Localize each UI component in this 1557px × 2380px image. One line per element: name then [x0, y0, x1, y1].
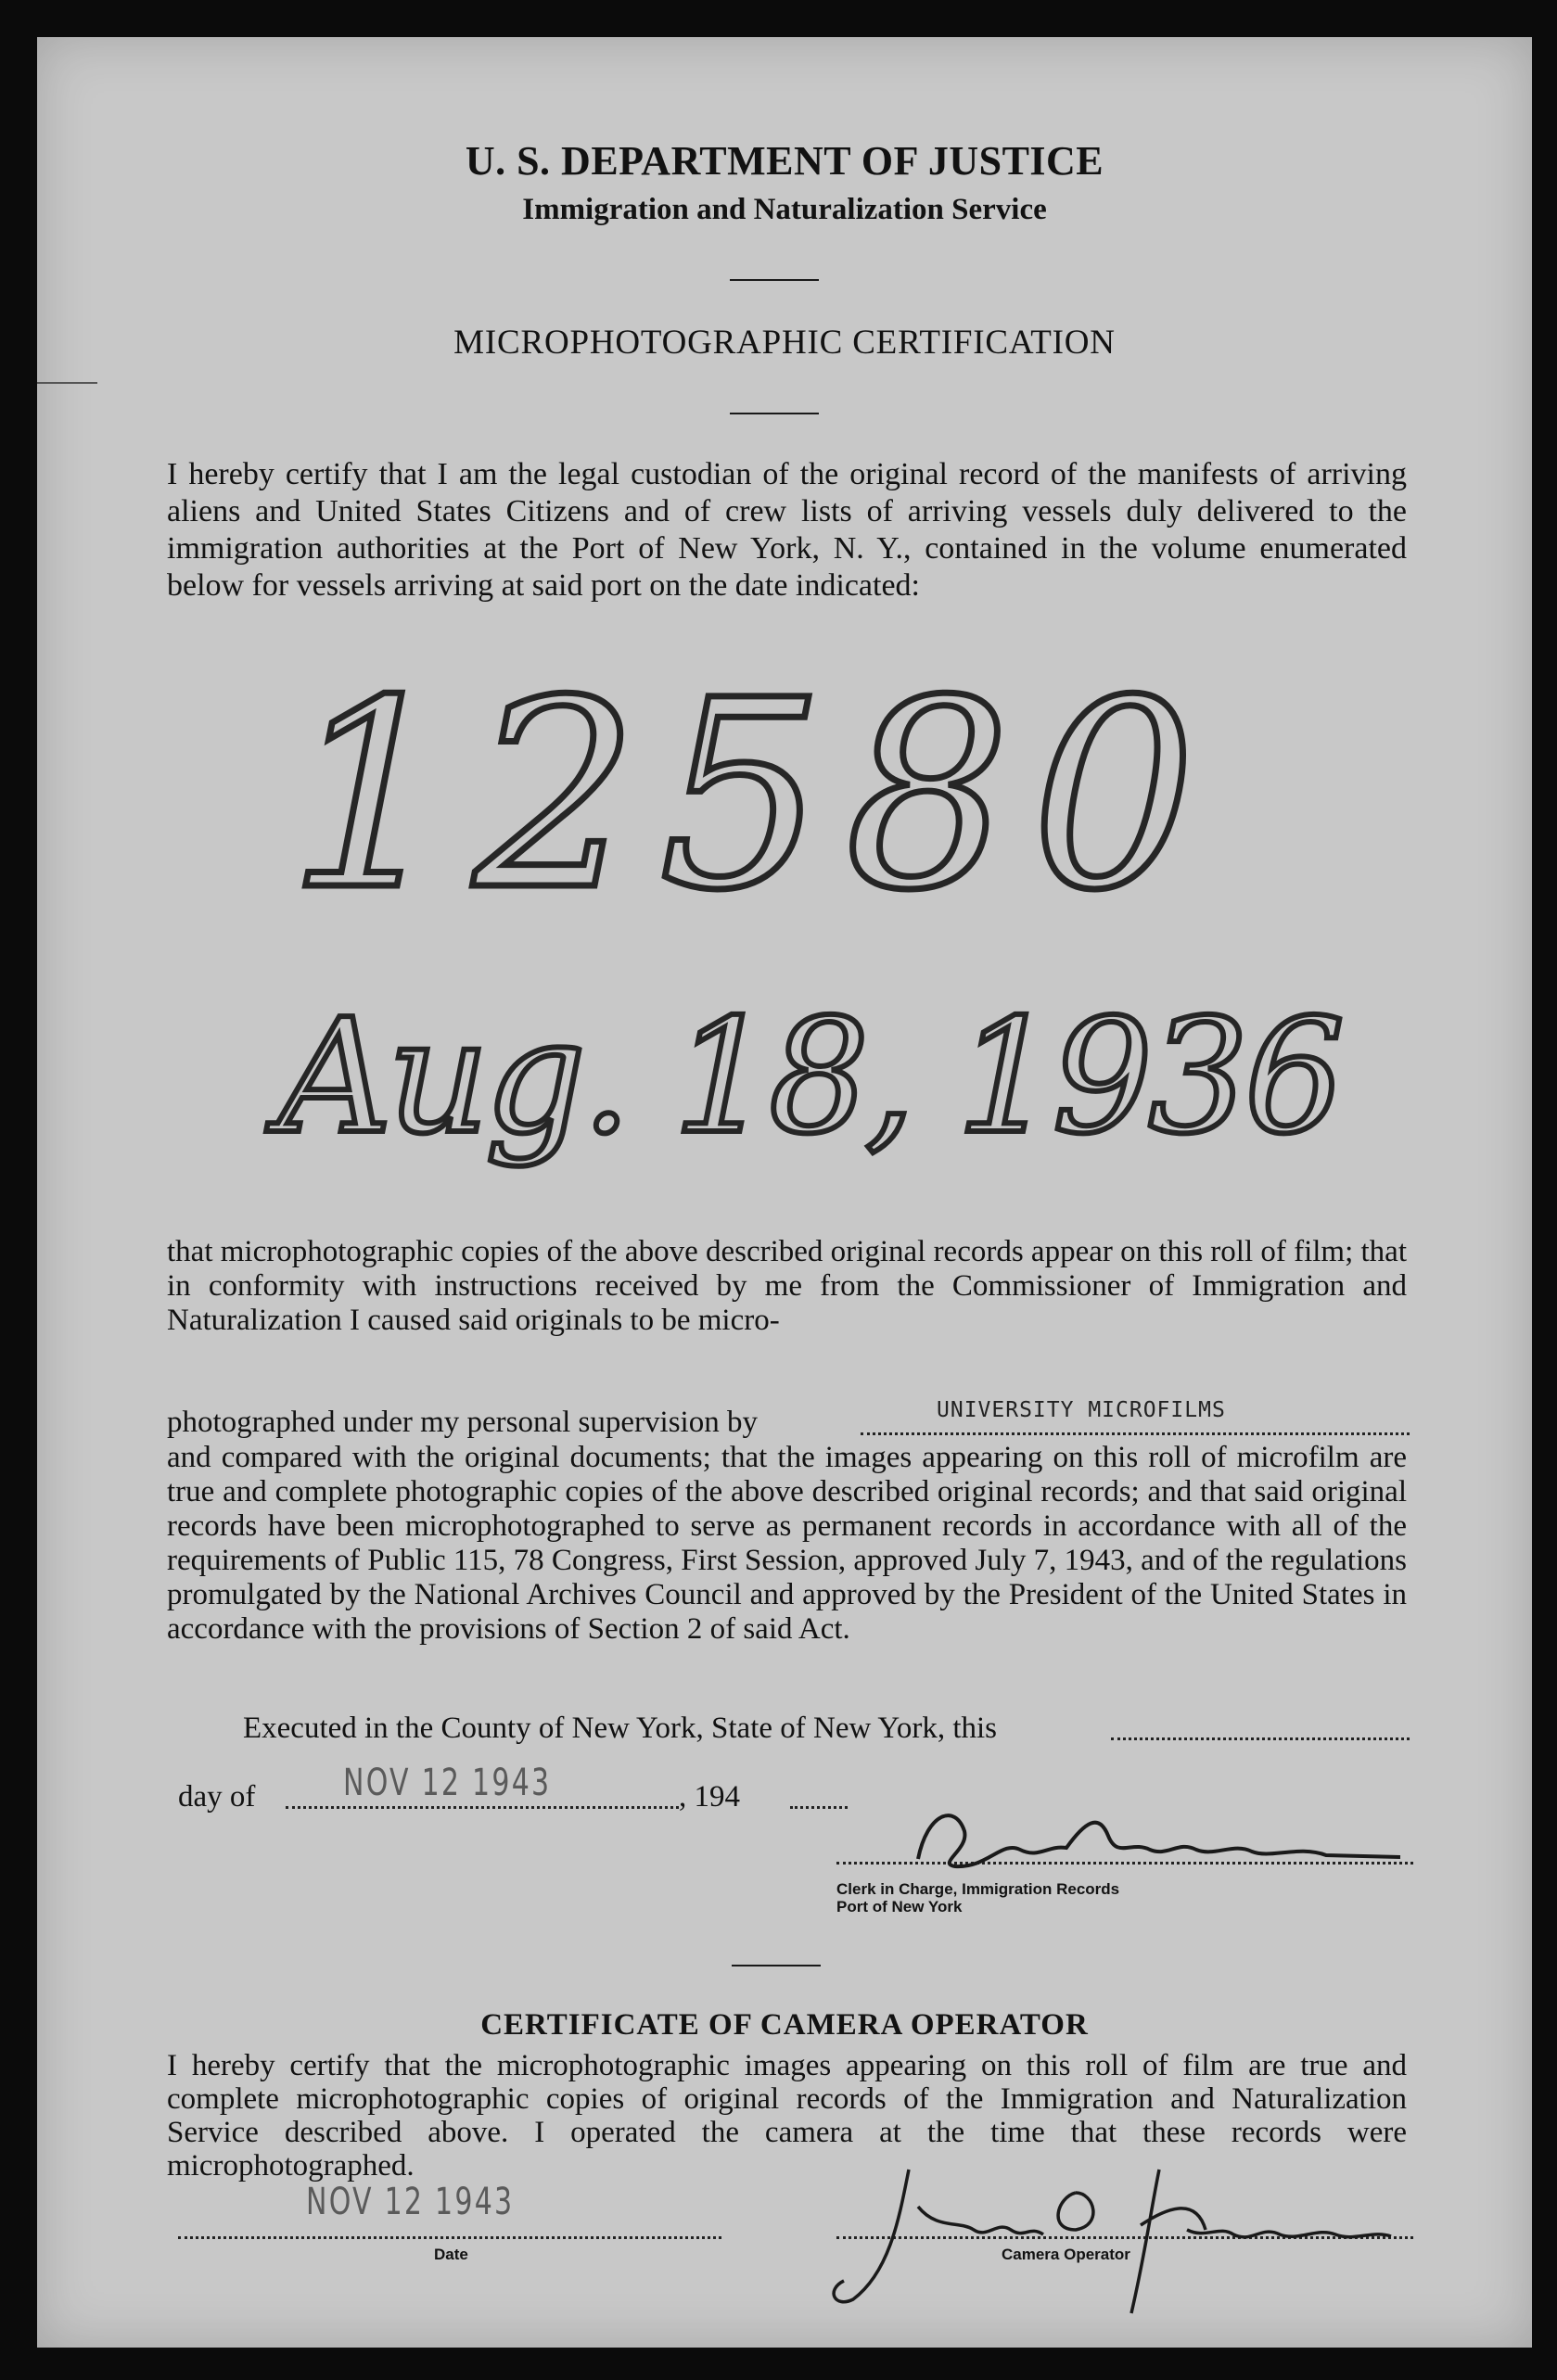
- supervision-fill-line: [861, 1432, 1410, 1435]
- operator-signature: [798, 2142, 1447, 2327]
- divider-rule: [730, 279, 819, 281]
- copies-paragraph: that microphotographic copies of the above described original records appear on this roll of film; that in conformity with instructions received by me from the Commissioner of Immigration and Naturalization I caused said originals to be micro-: [167, 1235, 1407, 1337]
- compliance-paragraph: and compared with the original documents; that the images appearing on this roll of microfilm are true and complete photographic copies of the above described original records; and that said original records have been microphotographed to serve as permanent records in accordance with all of the requirements of Public 115, 78 Congress, First Session, approved July 7, 1943, and of the regulations promulgated by the National Archives Council and approved by the President of the United States in accordance with the provisions of Section 2 of said Act.: [167, 1441, 1407, 1646]
- handwritten-volume-number: [278, 645, 1280, 948]
- date-label: Date: [434, 2246, 468, 2263]
- volume-number-text: 12580: [287, 645, 1215, 948]
- camera-operator-label: Camera Operator: [1002, 2246, 1130, 2263]
- clerk-title-line1: Clerk in Charge, Immigration Records: [836, 1880, 1120, 1898]
- camera-operator-paragraph: I hereby certify that the microphotographic images appearing on this roll of film are true and complete microphotographic copies of original records of the Immigration and Naturalization Service described above. I operated the camera at the time that these records were microphotographed.: [167, 2049, 1407, 2183]
- operator-date-stamp: NOV 12 1943: [306, 2181, 515, 2223]
- volume-date-text: Aug. 18, 1936: [278, 986, 1345, 1169]
- handwritten-volume-date: [260, 964, 1372, 1224]
- year-fill-line: [790, 1806, 848, 1809]
- date-stamp: NOV 12 1943: [343, 1762, 552, 1804]
- typed-company-name: UNIVERSITY MICROFILMS: [937, 1398, 1226, 1422]
- certification-title: MICROPHOTOGRAPHIC CERTIFICATION: [453, 324, 1116, 362]
- clerk-title: [836, 1880, 1119, 1915]
- executed-line: Executed in the County of New York, State of New York, this: [243, 1712, 998, 1745]
- clerk-signature: [900, 1794, 1419, 1877]
- year-prefix: , 194: [679, 1780, 740, 1814]
- day-of-fill-line: [286, 1806, 679, 1809]
- custodian-paragraph: I hereby certify that I am the legal custodian of the original record of the manifests of arriving aliens and United States Citizens and of crew lists of arriving vessels duly delivered to the immigration authorities at the Port of New York, N. Y., contained in the volume enumerated below for vessels arriving at said port on the date indicated:: [167, 457, 1407, 603]
- divider-rule: [732, 1965, 821, 1966]
- day-of-label: day of: [178, 1780, 256, 1814]
- department-heading: U. S. DEPARTMENT OF JUSTICE: [465, 138, 1104, 184]
- operator-date-line: [178, 2236, 721, 2239]
- document-sheet: [37, 37, 1532, 2348]
- margin-tick-mark: [37, 382, 97, 384]
- clerk-title-line2: Port of New York: [836, 1898, 963, 1915]
- executed-fill-line: [1111, 1737, 1410, 1740]
- divider-rule: [730, 413, 819, 414]
- service-subheading: Immigration and Naturalization Service: [522, 193, 1047, 226]
- camera-operator-title: CERTIFICATE OF CAMERA OPERATOR: [480, 2008, 1089, 2042]
- supervision-label: photographed under my personal supervision by: [167, 1406, 758, 1439]
